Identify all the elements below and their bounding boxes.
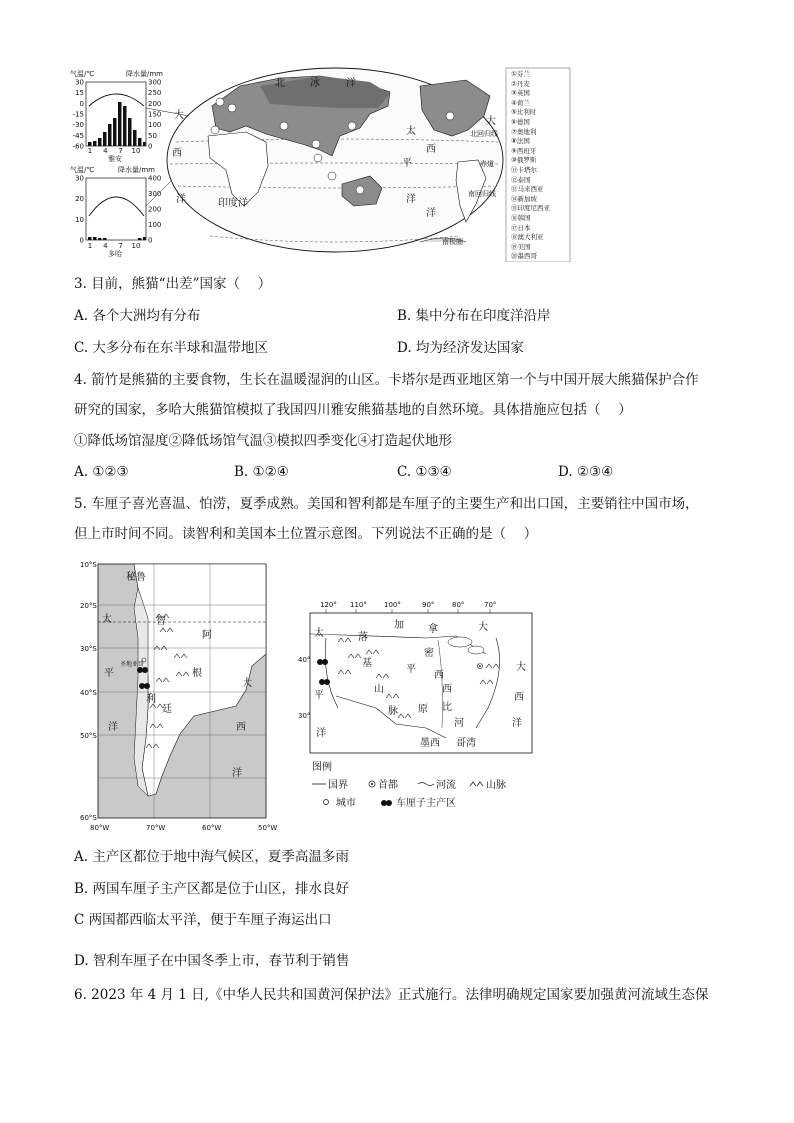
chile-label-pac-3: 洋 <box>108 722 118 733</box>
chart-top-left-unit: 气温/℃ <box>70 70 95 78</box>
map-atl-east-3: 洋 <box>426 208 436 219</box>
map-atl-west-2: 西 <box>172 148 182 159</box>
legend-item: ⑮印度尼西亚 <box>511 204 550 213</box>
usa-label-canada-3: 大 <box>478 622 488 633</box>
usa-label-pac-3: 洋 <box>316 728 326 739</box>
map-pac-1: 太 <box>406 126 416 137</box>
usa-lat-tick: 30° <box>298 712 311 720</box>
q3-option-a[interactable]: A. 各个大洲均有分布 <box>74 308 201 324</box>
chart-top-right-tick: 300 <box>148 78 162 87</box>
chart-top-right-unit: 降水量/mm <box>126 70 163 78</box>
chile-lat-tick: 60°S <box>80 814 97 822</box>
usa-lon-tick: 90° <box>422 601 435 609</box>
chart-top-x-tick: 1 <box>87 147 93 155</box>
usa-label-rocky-1: 落 <box>358 632 368 643</box>
usa-lat-tick: 40° <box>298 656 311 664</box>
chile-lon-tick: 50°W <box>258 824 278 832</box>
chart-top-right-tick: 0 <box>148 142 153 151</box>
q5-option-d[interactable]: D. 智利车厘子在中国冬季上市，春节利于销售 <box>74 953 350 969</box>
q5-line1: 5. 车厘子喜光喜温、怕涝，夏季成熟。美国和智利都是车厘子的主要生产和出口国，主要销往中国市场， <box>74 496 699 512</box>
usa-label-canada-2: 拿 <box>428 624 438 635</box>
chile-label-atl-2: 西 <box>236 722 246 733</box>
chile-label-peru: 秘鲁 <box>126 572 146 583</box>
precip-bars-yaan <box>88 102 146 146</box>
chile-label-pac-1: 太 <box>102 614 112 625</box>
chile-lat-tick: 40°S <box>80 689 97 697</box>
chile-label-pac-2: 平 <box>104 668 114 679</box>
usa-label-rocky-4: 脉 <box>388 706 398 717</box>
chile-lon-tick: 70°W <box>146 824 166 832</box>
map-pac-2: 平 <box>402 158 412 169</box>
usa-label-atl-1: 大 <box>516 662 526 673</box>
legend-item: ⑳墨西哥 <box>511 252 537 261</box>
legend-item: ②丹麦 <box>511 79 530 88</box>
chart-top-left-tick: -45 <box>72 131 84 140</box>
chile-map <box>80 561 277 832</box>
q3-option-b[interactable]: B. 集中分布在印度洋沿岸 <box>397 308 551 324</box>
map-atl-east-2: 西 <box>426 144 436 155</box>
legend-item: ④荷兰 <box>511 98 530 107</box>
chart-top-left-tick: -15 <box>72 110 84 119</box>
chart-bottom-x-tick: 1 <box>87 242 93 250</box>
q4-line1: 4. 箭竹是熊猫的主要食物，生长在温暖湿润的山区。卡塔尔是西亚地区第一个与中国开展大熊猫保护合作 <box>74 372 699 388</box>
chile-lat-tick: 10°S <box>80 561 97 569</box>
country-legend-list <box>511 70 550 262</box>
chart-bottom-right-tick: 200 <box>148 205 162 214</box>
q6-line1: 6. 2023 年 4 月 1 日,《中华人民共和国黄河保护法》正式施行。法律明确规定国家要加强黄河流域生态保 <box>74 987 709 1003</box>
chart-top-left-tick: 15 <box>75 89 84 98</box>
legend-capital: 首都 <box>378 780 398 791</box>
usa-lon-tick: 70° <box>484 601 497 609</box>
q5-option-a[interactable]: A. 主产区都位于地中海气候区，夏季高温多雨 <box>74 849 349 865</box>
q5-option-b[interactable]: B. 两国车厘子主产区都是位于山区，排水良好 <box>74 881 350 897</box>
usa-lon-tick: 110° <box>350 601 367 609</box>
legend-item: ⑨西班牙 <box>511 146 537 155</box>
legend-river: 河流 <box>436 780 456 791</box>
map-atl-east-1: 大 <box>486 116 496 127</box>
q3-option-d[interactable]: D. 均为经济发达国家 <box>397 340 524 356</box>
usa-label-river: 河 <box>454 718 464 729</box>
usa-label-atl-3: 洋 <box>512 718 522 729</box>
chart-bottom-left-tick: 20 <box>75 195 84 204</box>
legend-item: ⑤比利时 <box>511 108 537 117</box>
usa-label-miss-4: 比 <box>442 702 452 713</box>
chart-top-x-tick: 7 <box>118 147 123 155</box>
world-map <box>167 68 503 252</box>
q4-option-d[interactable]: D. ②③④ <box>558 464 614 480</box>
legend-item: ⑩俄罗斯 <box>511 156 537 165</box>
map-atl-west-1: 大 <box>174 110 184 121</box>
temp-curve-doha <box>89 197 144 216</box>
usa-label-pac-1: 太 <box>314 628 324 639</box>
chile-lat-tick: 20°S <box>80 602 97 610</box>
usa-label-plain-2: 原 <box>418 704 428 715</box>
legend-item: ⑥德国 <box>511 117 530 126</box>
chart-bottom-right-tick: 100 <box>148 221 162 229</box>
chile-label-arg-2: 根 <box>192 668 202 679</box>
chart-bottom-left-tick: 0 <box>79 236 84 245</box>
map-atl-west-3: 洋 <box>176 194 186 205</box>
legend-title: 图例 <box>312 762 332 773</box>
map-arctic-1: 北 <box>275 78 285 89</box>
chart-top-left-tick: 30 <box>75 78 84 87</box>
usa-label-canada-1: 加 <box>394 620 404 631</box>
chile-lat-tick: 50°S <box>80 732 97 740</box>
climate-chart-doha <box>70 165 161 258</box>
chart-bottom-left-tick: 10 <box>75 215 84 224</box>
chile-label-arg-1: 阿 <box>202 630 212 641</box>
usa-label-plain-1: 平 <box>406 664 416 675</box>
chart-top-right-tick: 150 <box>148 110 162 119</box>
chart-top-left-tick: -30 <box>72 121 84 130</box>
q5-option-c[interactable]: C 两国都西临太平洋，便于车厘子海运出口 <box>74 912 332 928</box>
q3-option-c[interactable]: C. 大多分布在东半球和温带地区 <box>74 340 268 356</box>
legend-item: ⑯韩国 <box>511 213 531 222</box>
chart-bottom-x-tick: 4 <box>103 242 108 250</box>
usa-label-miss-3: 西 <box>442 684 452 695</box>
legend-item: ③英国 <box>511 89 530 98</box>
map-arctic-2: 冰 <box>310 78 320 89</box>
legend-cherry: 车厘子主产区 <box>396 798 456 809</box>
usa-label-rocky-2: 基 <box>362 658 372 669</box>
chile-label-chile-2: 利 <box>146 694 156 705</box>
chart-top-x-tick: 4 <box>103 147 108 155</box>
legend-item: ⑭新加坡 <box>511 194 537 203</box>
chart-bottom-left-tick: 30 <box>75 174 84 183</box>
usa-label-mexico: 墨西 <box>420 738 440 749</box>
map-tropic-south: 南回归线 <box>468 190 496 198</box>
map-indian-ocean: 印度洋 <box>218 198 248 209</box>
legend-item: ⑰日本 <box>511 223 531 232</box>
chart-top-right-tick: 200 <box>148 99 162 108</box>
legend-item: ⑦奥地利 <box>511 127 537 136</box>
figure-panda-countries <box>70 66 730 262</box>
map-antarctic-circle: 南极圈 <box>442 238 463 246</box>
usa-lon-tick: 100° <box>384 601 401 609</box>
usa-lon-tick: 80° <box>452 601 465 609</box>
chart-top-right-tick: 250 <box>148 89 162 98</box>
usa-label-rocky-3: 山 <box>374 684 384 695</box>
chart-top-left-tick: 0 <box>79 99 84 108</box>
legend-item: ①芬兰 <box>511 70 530 78</box>
chart-bottom-right-tick: 400 <box>148 174 162 183</box>
chart-bottom-right-tick: 300 <box>148 190 162 198</box>
chart-top-right-tick: 50 <box>148 131 157 140</box>
map-pac-3: 洋 <box>406 194 416 205</box>
usa-label-gulf: 哥湾 <box>456 738 476 749</box>
q5-line2: 但上市时间不同。读智利和美国本土位置示意图。下列说法不正确的是（ ） <box>74 526 538 542</box>
legend-mountain: 山脉 <box>486 780 506 791</box>
q4-option-a[interactable]: A. ①②③ <box>74 464 129 480</box>
usa-map <box>298 601 532 753</box>
chart-bottom-caption: 多哈 <box>108 250 122 258</box>
q4-option-c[interactable]: C. ①③④ <box>397 464 452 480</box>
legend-item: ⑲美国 <box>511 242 531 251</box>
chart-bottom-left-unit: 气温/℃ <box>70 166 95 174</box>
temp-curve-yaan <box>89 94 144 106</box>
chile-label-chile-1: 智 <box>156 616 166 627</box>
q4-option-b[interactable]: B. ①②④ <box>234 464 289 480</box>
precip-bars-doha <box>88 237 146 240</box>
legend-city: 城市 <box>336 798 356 809</box>
legend-item: ⑫泰国 <box>511 175 531 184</box>
chile-label-arg-3: 廷 <box>162 704 172 715</box>
legend-item: ⑬马来西亚 <box>511 185 544 194</box>
chart-top-x-tick: 10 <box>131 147 141 155</box>
q3-stem: 3. 目前，熊猫“出差”国家（ ） <box>74 276 272 292</box>
chile-lon-tick: 80°W <box>90 824 110 832</box>
chile-label-atl-3: 洋 <box>232 768 242 779</box>
map-arctic-3: 洋 <box>346 78 356 89</box>
legend-item: ⑱澳大利亚 <box>511 233 544 242</box>
q4-line3: ①降低场馆湿度②降低场馆气温③模拟四季变化④打造起伏地形 <box>74 433 452 449</box>
legend-item: ⑧法国 <box>511 137 530 146</box>
map-tropic-north: 北回归线 <box>470 130 498 138</box>
legend-item: ⑪卡塔尔 <box>511 165 537 174</box>
map-equator: 赤道 <box>480 160 494 168</box>
chart-top-right-tick: 100 <box>148 121 162 130</box>
usa-label-miss-1: 密 <box>424 648 434 659</box>
chile-lat-tick: 30°S <box>80 645 97 653</box>
chart-bottom-right-tick: 0 <box>148 236 153 245</box>
climate-chart-yaan <box>70 69 163 163</box>
chart-top-caption: 雅安 <box>108 155 122 163</box>
chart-top-left-tick: -60 <box>72 142 84 151</box>
q4-line2: 研究的国家，多哈大熊猫馆模拟了我国四川雅安熊猫基地的自然环境。具体措施应包括（ ） <box>74 402 632 418</box>
map-legend <box>312 760 506 809</box>
figure-cherry-regions <box>76 558 546 836</box>
chart-bottom-x-tick: 7 <box>118 242 123 250</box>
chile-lon-tick: 60°W <box>202 824 222 832</box>
usa-label-atl-2: 西 <box>514 692 524 703</box>
usa-label-pac-2: 平 <box>314 690 324 701</box>
chile-label-capital: 圣地亚哥 <box>120 661 145 668</box>
chart-bottom-x-tick: 10 <box>131 242 141 250</box>
usa-label-miss-2: 西 <box>434 670 444 681</box>
chart-bottom-right-unit: 降水量/mm <box>118 166 155 174</box>
chile-label-atl-1: 大 <box>242 678 252 689</box>
legend-border: 国界 <box>328 780 348 791</box>
usa-lon-tick: 120° <box>320 601 337 609</box>
